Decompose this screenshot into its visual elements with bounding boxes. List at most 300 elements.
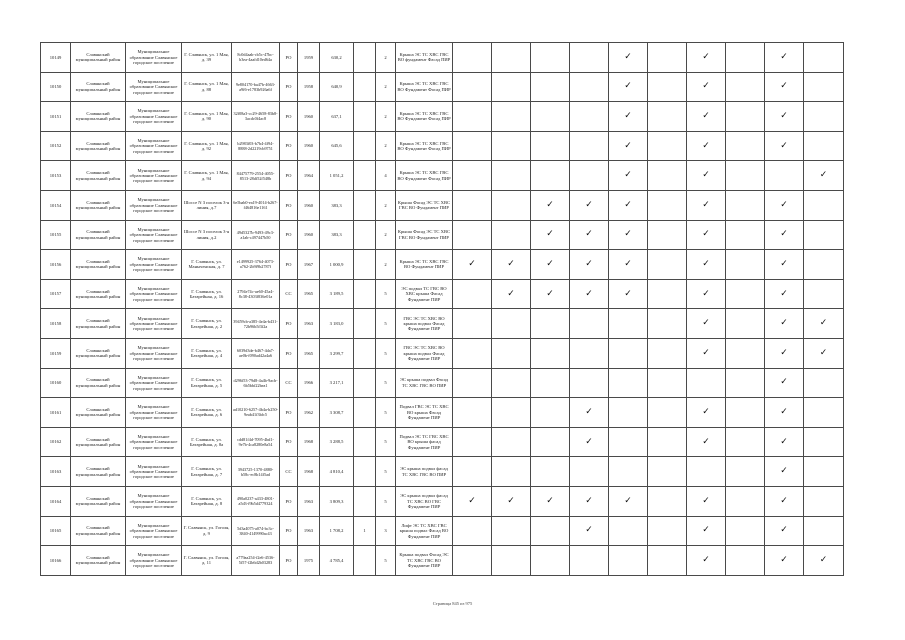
check-mark-icon: ✓ [624, 495, 632, 506]
check-mark-icon: ✓ [702, 110, 710, 121]
work-check-cell [531, 486, 570, 516]
address-cell: Г. Славянск, ул. Гоголя, д. 11 [182, 546, 232, 576]
check-mark-icon: ✓ [702, 140, 710, 151]
guid-cell: a779aa254-f2e6-4536-5f57-f2b6d2b03283 [232, 546, 280, 576]
owner-cell: Муниципальное образование Славянское городское поселение [126, 427, 182, 457]
work-check-cell [687, 131, 726, 161]
work-check-cell [726, 250, 765, 280]
row-id: 10164 [41, 486, 71, 516]
work-check-cell [765, 279, 804, 309]
work-check-cell [804, 43, 844, 73]
work-check-cell [765, 131, 804, 161]
check-mark-icon: ✓ [468, 258, 476, 269]
work-check-cell [687, 546, 726, 576]
check-mark-icon: ✓ [507, 495, 515, 506]
row-id: 10151 [41, 102, 71, 132]
work-check-cell [531, 161, 570, 191]
work-check-cell [492, 279, 531, 309]
guid-cell: ad10210-6257-4b4a-b250-9eab41f3bfc5 [232, 398, 280, 428]
work-check-cell [609, 338, 648, 368]
work-check-cell [570, 368, 609, 398]
work-check-cell [648, 131, 687, 161]
work-check-cell [687, 516, 726, 546]
owner-cell: Муниципальное образование Славянское городское поселение [126, 368, 182, 398]
work-check-cell [609, 427, 648, 457]
year-cell: 1963 [298, 516, 320, 546]
row-id: 10153 [41, 161, 71, 191]
work-check-cell [609, 309, 648, 339]
work-check-cell [648, 279, 687, 309]
work-check-cell [492, 131, 531, 161]
owner-cell: Муниципальное образование Славянское городское поселение [126, 102, 182, 132]
work-check-cell [648, 486, 687, 516]
building-type-cell: РО [280, 250, 298, 280]
floors-cell: 2 [376, 250, 396, 280]
check-mark-icon: ✓ [468, 495, 476, 506]
work-check-cell [570, 220, 609, 250]
row-id: 10158 [41, 309, 71, 339]
check-mark-icon: ✓ [780, 140, 788, 151]
work-check-cell [453, 546, 492, 576]
check-mark-icon: ✓ [780, 258, 788, 269]
work-check-cell [609, 516, 648, 546]
works-cell: Крыша ЭС ТС ХВС ГВС ВО Фундамент ПИР [396, 250, 453, 280]
extra-count-cell [354, 72, 376, 102]
work-check-cell [492, 250, 531, 280]
work-check-cell [726, 516, 765, 546]
works-cell: Крыша ЭС ТС ХВС ГВС ВО Фундамент Фасад ПИР [396, 131, 453, 161]
row-id: 10156 [41, 250, 71, 280]
work-check-cell [687, 368, 726, 398]
building-type-cell: РО [280, 220, 298, 250]
work-check-cell [531, 102, 570, 132]
address-cell: Г. Славянск, ул. 1 Мая, д. 90 [182, 102, 232, 132]
district-cell: Славянский муниципальный район [71, 486, 126, 516]
extra-count-cell [354, 161, 376, 191]
floors-cell: 2 [376, 220, 396, 250]
registry-table [40, 42, 844, 576]
work-check-cell [687, 250, 726, 280]
address-cell: Г. Славянск, ул. Батарейная, д. 16 [182, 279, 232, 309]
owner-cell: Муниципальное образование Славянское городское поселение [126, 250, 182, 280]
work-check-cell [648, 309, 687, 339]
work-check-cell [765, 457, 804, 487]
extra-count-cell [354, 457, 376, 487]
building-type-cell: СС [280, 279, 298, 309]
address-cell: Г. Славянск, ул. Батарейная, д. 8 [182, 486, 232, 516]
guid-cell: 9e804170-ba47b-4663-a9f6-e1783b926a6f [232, 72, 280, 102]
check-mark-icon: ✓ [702, 554, 710, 565]
work-check-cell [492, 190, 531, 220]
work-check-cell [726, 486, 765, 516]
work-check-cell [765, 250, 804, 280]
extra-count-cell [354, 279, 376, 309]
work-check-cell [453, 250, 492, 280]
building-type-cell: СС [280, 457, 298, 487]
work-check-cell [687, 279, 726, 309]
work-check-cell [570, 338, 609, 368]
work-check-cell [453, 131, 492, 161]
guid-cell: 49d5327b-9493-49c3-a1ab-c497447b50 [232, 220, 280, 250]
work-check-cell [453, 309, 492, 339]
work-check-cell [609, 43, 648, 73]
address-cell: Г. Славянск, ул. 1 Мая, д. 92 [182, 131, 232, 161]
work-check-cell [726, 72, 765, 102]
building-type-cell: РО [280, 72, 298, 102]
area-cell: 1 000,9 [320, 250, 354, 280]
work-check-cell [570, 546, 609, 576]
check-mark-icon: ✓ [780, 81, 788, 92]
check-mark-icon: ✓ [780, 466, 788, 477]
check-mark-icon: ✓ [702, 229, 710, 240]
owner-cell: Муниципальное образование Славянское городское поселение [126, 220, 182, 250]
work-check-cell [804, 190, 844, 220]
work-check-cell [687, 338, 726, 368]
check-mark-icon: ✓ [780, 525, 788, 536]
work-check-cell [726, 546, 765, 576]
table-row [41, 457, 844, 487]
work-check-cell [804, 486, 844, 516]
work-check-cell [453, 398, 492, 428]
check-mark-icon: ✓ [780, 406, 788, 417]
work-check-cell [453, 102, 492, 132]
work-check-cell [570, 161, 609, 191]
check-mark-icon: ✓ [624, 110, 632, 121]
work-check-cell [609, 161, 648, 191]
work-check-cell [453, 190, 492, 220]
work-check-cell [531, 516, 570, 546]
guid-cell: 6039d3de-b467-4da7-ae0b-f090ad42a4a6 [232, 338, 280, 368]
address-cell: Г. Славянск, ул. 1 Мая, д. 88 [182, 72, 232, 102]
work-check-cell [453, 368, 492, 398]
work-check-cell [453, 43, 492, 73]
extra-count-cell [354, 43, 376, 73]
work-check-cell [570, 102, 609, 132]
work-check-cell [531, 398, 570, 428]
address-cell: Шоссе N 3 поселок 3-я линия, д.2 [182, 220, 232, 250]
check-mark-icon: ✓ [780, 318, 788, 329]
work-check-cell [609, 398, 648, 428]
row-id: 10150 [41, 72, 71, 102]
work-check-cell [687, 190, 726, 220]
year-cell: 1963 [298, 309, 320, 339]
guid-cell: d296f53-79d8-4a4b-9acb-6b5bbf22bea1 [232, 368, 280, 398]
owner-cell: Муниципальное образование Славянское городское поселение [126, 516, 182, 546]
work-check-cell [726, 190, 765, 220]
check-mark-icon: ✓ [702, 406, 710, 417]
work-check-cell [726, 43, 765, 73]
work-check-cell [648, 427, 687, 457]
work-check-cell [609, 190, 648, 220]
owner-cell: Муниципальное образование Славянское городское поселение [126, 486, 182, 516]
table-row [41, 43, 844, 73]
row-id: 10166 [41, 546, 71, 576]
building-type-cell: РО [280, 546, 298, 576]
work-check-cell [648, 338, 687, 368]
check-mark-icon: ✓ [624, 170, 632, 181]
work-check-cell [453, 457, 492, 487]
area-cell: 383,3 [320, 220, 354, 250]
work-check-cell [453, 279, 492, 309]
table-row [41, 250, 844, 280]
year-cell: 1960 [298, 102, 320, 132]
table-row [41, 102, 844, 132]
work-check-cell [804, 220, 844, 250]
area-cell: 1 051,2 [320, 161, 354, 191]
year-cell: 1966 [298, 368, 320, 398]
table-row [41, 427, 844, 457]
work-check-cell [765, 427, 804, 457]
check-mark-icon: ✓ [585, 436, 593, 447]
work-check-cell [609, 368, 648, 398]
work-check-cell [570, 309, 609, 339]
table-row [41, 131, 844, 161]
building-type-cell: РО [280, 102, 298, 132]
address-cell: Г. Славянск, ул. 1 Мая, д. 94 [182, 161, 232, 191]
work-check-cell [492, 43, 531, 73]
district-cell: Славянский муниципальный район [71, 309, 126, 339]
owner-cell: Муниципальное образование Славянское городское поселение [126, 279, 182, 309]
work-check-cell [648, 546, 687, 576]
check-mark-icon: ✓ [702, 170, 710, 181]
row-id: 10163 [41, 457, 71, 487]
work-check-cell [492, 368, 531, 398]
work-check-cell [765, 102, 804, 132]
works-cell: Крыша ЭС ТС ХВС ГВС ВО Фундамент Фасад ПИР [396, 72, 453, 102]
building-type-cell: РО [280, 190, 298, 220]
guid-cell: 6e5bab0-ea19-4014-b267-f464816e1161 [232, 190, 280, 220]
works-cell: ЭС крыша подвал фасад ТС ХВС ВО ГВС Фундамент ПИР [396, 486, 453, 516]
area-cell: 640,9 [320, 72, 354, 102]
work-check-cell [492, 102, 531, 132]
table-row [41, 309, 844, 339]
work-check-cell [570, 457, 609, 487]
year-cell: 1967 [298, 250, 320, 280]
work-check-cell [531, 427, 570, 457]
address-cell: Г. Славянск, ул. Батарейная, д. 7 [182, 457, 232, 487]
owner-cell: Муниципальное образование Славянское городское поселение [126, 161, 182, 191]
floors-cell: 5 [376, 457, 396, 487]
guid-cell: 8c0d4aab-cb5c-47bc-b3ea-4aafd10ed64a [232, 43, 280, 73]
year-cell: 1960 [298, 131, 320, 161]
work-check-cell [609, 546, 648, 576]
work-check-cell [492, 486, 531, 516]
district-cell: Славянский муниципальный район [71, 516, 126, 546]
check-mark-icon: ✓ [780, 51, 788, 62]
work-check-cell [570, 250, 609, 280]
owner-cell: Муниципальное образование Славянское городское поселение [126, 43, 182, 73]
area-cell: 3 809,3 [320, 486, 354, 516]
guid-cell: 490a0237-a433-4801-a5d3-f9b5d4779324 [232, 486, 280, 516]
work-check-cell [804, 546, 844, 576]
works-cell: Подвал ЭС ТС ГВС ХВС ВО крыша фасад Фундамент ПИР [396, 427, 453, 457]
building-type-cell: РО [280, 131, 298, 161]
check-mark-icon: ✓ [780, 495, 788, 506]
work-check-cell [765, 220, 804, 250]
address-cell: Г. Славянск, ул. Батарейная, д. 8а [182, 427, 232, 457]
check-mark-icon: ✓ [702, 199, 710, 210]
works-cell: Крыша ЭС ТС ХВС ГВС ВО Фундамент Фасад ПИР [396, 102, 453, 132]
check-mark-icon: ✓ [585, 495, 593, 506]
check-mark-icon: ✓ [624, 288, 632, 299]
work-check-cell [609, 457, 648, 487]
area-cell: 3 288,5 [320, 427, 354, 457]
check-mark-icon: ✓ [702, 525, 710, 536]
work-check-cell [804, 250, 844, 280]
area-cell: 1 708,2 [320, 516, 354, 546]
work-check-cell [492, 309, 531, 339]
row-id: 10154 [41, 190, 71, 220]
work-check-cell [804, 368, 844, 398]
guid-cell: 2794e74c-ae60-45a4-8c38-4303f836e01a [232, 279, 280, 309]
work-check-cell [492, 398, 531, 428]
check-mark-icon: ✓ [819, 347, 828, 358]
area-cell: 3 308,7 [320, 398, 354, 428]
work-check-cell [765, 338, 804, 368]
work-check-cell [570, 279, 609, 309]
table-row [41, 486, 844, 516]
work-check-cell [648, 72, 687, 102]
owner-cell: Муниципальное образование Славянское городское поселение [126, 338, 182, 368]
work-check-cell [687, 398, 726, 428]
work-check-cell [609, 486, 648, 516]
work-check-cell [492, 516, 531, 546]
work-check-cell [453, 427, 492, 457]
building-type-cell: РО [280, 161, 298, 191]
floors-cell: 2 [376, 102, 396, 132]
work-check-cell [570, 427, 609, 457]
guid-cell: e1499925-3764-4073-a762-2b9f9b2787f [232, 250, 280, 280]
year-cell: 1963 [298, 486, 320, 516]
work-check-cell [492, 161, 531, 191]
work-check-cell [804, 72, 844, 102]
guid-cell: 32f08a3-cc29-4658-83b8-3acdc0f4ac8 [232, 102, 280, 132]
work-check-cell [765, 546, 804, 576]
work-check-cell [648, 220, 687, 250]
works-cell: ГВС ЭС ТС ХВС ВО крыша подвал Фасад Фундамент ПИР [396, 338, 453, 368]
work-check-cell [648, 102, 687, 132]
check-mark-icon: ✓ [624, 258, 632, 269]
work-check-cell [453, 516, 492, 546]
works-cell: Лифт ЭС ТС ХВС ГВС крыша подвал Фасад ВО Фундамент ПИР [396, 516, 453, 546]
address-cell: Г. Славянск, ул. Батарейная, д. 4 [182, 338, 232, 368]
district-cell: Славянский муниципальный район [71, 43, 126, 73]
extra-count-cell [354, 309, 376, 339]
work-check-cell [765, 309, 804, 339]
work-check-cell [570, 516, 609, 546]
area-cell: 645,6 [320, 131, 354, 161]
work-check-cell [687, 43, 726, 73]
table-row [41, 338, 844, 368]
work-check-cell [492, 338, 531, 368]
building-type-cell: РО [280, 338, 298, 368]
check-mark-icon: ✓ [585, 288, 593, 299]
works-cell: ЭС подвал ТС ГВС ВО ХВС крыша Фасад Фундамент ПИР [396, 279, 453, 309]
floors-cell: 5 [376, 338, 396, 368]
extra-count-cell [354, 368, 376, 398]
check-mark-icon: ✓ [624, 51, 632, 62]
address-cell: Г. Славянск, ул. Батарейная, д. 5 [182, 368, 232, 398]
area-cell: 3 183,0 [320, 309, 354, 339]
work-check-cell [531, 131, 570, 161]
work-check-cell [609, 72, 648, 102]
guid-cell: 3943725-1370-4880-b58c-ec8b14f5ad [232, 457, 280, 487]
guid-cell: 84475779-2554-4055-8513-28df52f548b [232, 161, 280, 191]
building-type-cell: РО [280, 309, 298, 339]
check-mark-icon: ✓ [624, 229, 632, 240]
check-mark-icon: ✓ [702, 81, 710, 92]
check-mark-icon: ✓ [819, 318, 828, 329]
floors-cell: 5 [376, 398, 396, 428]
check-mark-icon: ✓ [546, 199, 554, 210]
check-mark-icon: ✓ [780, 229, 788, 240]
building-type-cell: СС [280, 368, 298, 398]
check-mark-icon: ✓ [780, 199, 788, 210]
table-row [41, 516, 844, 546]
check-mark-icon: ✓ [702, 347, 710, 358]
year-cell: 1962 [298, 398, 320, 428]
work-check-cell [570, 43, 609, 73]
guid-cell: b2983f03-b7b4-4f94-8888-2d2219cb9751 [232, 131, 280, 161]
work-check-cell [765, 398, 804, 428]
extra-count-cell [354, 220, 376, 250]
work-check-cell [531, 279, 570, 309]
floors-cell: 5 [376, 427, 396, 457]
guid-cell: cdd81f4d-7095-4bd1-9e7b-4ca8280e8a54 [232, 427, 280, 457]
works-cell: Подвал ГВС ЭС ТС ХВС ВО крыша Фасад Фундамент ПИР [396, 398, 453, 428]
works-cell: ЭС крыша подвал фасад ТС ХВС ГВС ВО ПИР [396, 457, 453, 487]
floors-cell: 2 [376, 190, 396, 220]
table-row [41, 190, 844, 220]
work-check-cell [609, 279, 648, 309]
guid-cell: 39459cb-a385-4e4a-b431-72b96b5f3f2a [232, 309, 280, 339]
work-check-cell [648, 457, 687, 487]
district-cell: Славянский муниципальный район [71, 546, 126, 576]
year-cell: 1965 [298, 279, 320, 309]
district-cell: Славянский муниципальный район [71, 338, 126, 368]
floors-cell: 5 [376, 309, 396, 339]
check-mark-icon: ✓ [585, 229, 593, 240]
address-cell: Г. Славянск, ул. Батарейная, д. 2 [182, 309, 232, 339]
work-check-cell [648, 190, 687, 220]
work-check-cell [648, 368, 687, 398]
works-cell: ГВС ЭС ТС ХВС ВО крыша подвал Фасад Фундамент ПИР [396, 309, 453, 339]
works-cell: Крыша Фасад ЭС ТС ХВС ГВС ВО Фундамент ПИР [396, 220, 453, 250]
check-mark-icon: ✓ [624, 140, 632, 151]
extra-count-cell [354, 546, 376, 576]
work-check-cell [453, 338, 492, 368]
year-cell: 1965 [298, 338, 320, 368]
work-check-cell [453, 486, 492, 516]
check-mark-icon: ✓ [702, 318, 710, 329]
work-check-cell [765, 161, 804, 191]
check-mark-icon: ✓ [507, 258, 515, 269]
work-check-cell [531, 457, 570, 487]
check-mark-icon: ✓ [780, 554, 788, 565]
work-check-cell [609, 250, 648, 280]
floors-cell: 5 [376, 279, 396, 309]
floors-cell: 4 [376, 161, 396, 191]
guid-cell: 5d3a4075-a074-bc3c-3840-4149990ac43 [232, 516, 280, 546]
check-mark-icon: ✓ [702, 495, 710, 506]
row-id: 10159 [41, 338, 71, 368]
work-check-cell [531, 546, 570, 576]
work-check-cell [570, 131, 609, 161]
work-check-cell [648, 398, 687, 428]
work-check-cell [648, 161, 687, 191]
owner-cell: Муниципальное образование Славянское городское поселение [126, 72, 182, 102]
year-cell: 1960 [298, 190, 320, 220]
